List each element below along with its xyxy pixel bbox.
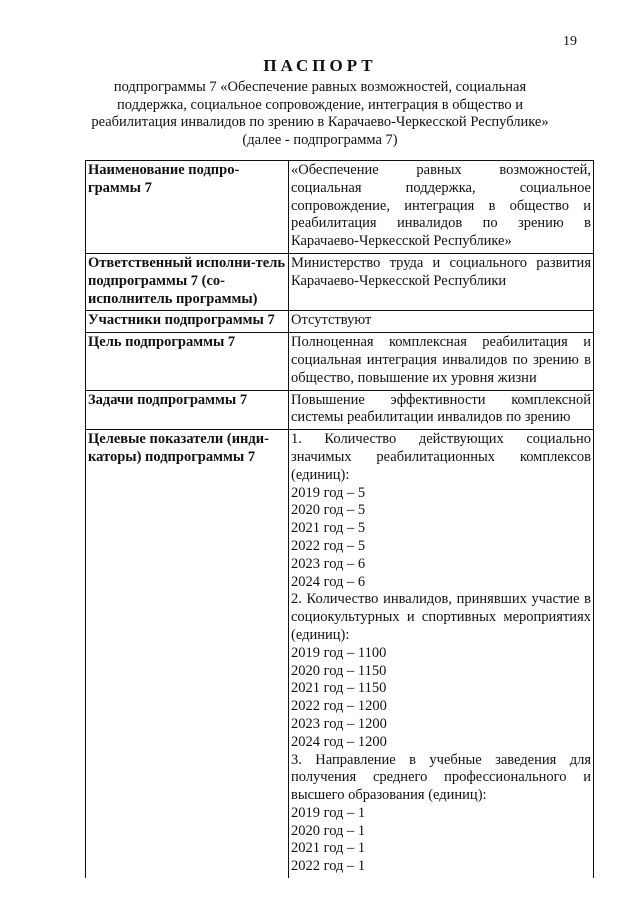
row-label-indicators: Целевые показатели (инди-каторы) подпрограммы 7 [86, 430, 289, 878]
row-value-indicators [289, 430, 594, 878]
row-label-goal: Цель подпрограммы 7 [86, 333, 289, 390]
subtitle-line: поддержка, социальное сопровождение, интеграция в общество и [117, 96, 523, 113]
row-value-executor: Министерство труда и социального развития Карачаево-Черкесской Республики [289, 253, 594, 310]
indicator-heading: 1. Количество действующих социально значимых реабилитационных комплексов (единиц): [291, 431, 591, 483]
indicator-year: 2022 год – 5 [291, 537, 366, 554]
indicator-year: 2021 год – 5 [291, 520, 366, 537]
row-value-tasks: Повышение эффективности комплексной системы реабилитации инвалидов по зрению [289, 390, 594, 430]
indicator-year: 2020 год – 1150 [291, 662, 387, 679]
table-row [86, 311, 594, 333]
subtitle-line: подпрограммы 7 «Обеспечение равных возможностей, социальная [113, 79, 527, 95]
indicator-year: 2019 год – 1100 [291, 644, 387, 661]
indicator-year: 2019 год – 5 [291, 484, 366, 501]
table-row [86, 430, 594, 878]
document-subtitle [70, 79, 570, 149]
indicator-heading: 2. Количество инвалидов, принявших участие в социокультурных и спортивных мероприятиях (единиц): [291, 591, 591, 643]
table-row [86, 253, 594, 310]
indicator-year: 2024 год – 6 [291, 573, 366, 590]
indicator-year: 2021 год – 1 [291, 840, 366, 857]
document-title: ПАСПОРТ [263, 56, 377, 75]
row-label-name: Наименование подпро-граммы 7 [86, 161, 289, 254]
subtitle-line: (далее - подпрограмма 7) [242, 131, 398, 148]
indicator-year: 2019 год – 1 [291, 804, 366, 821]
row-value-goal: Полноценная комплексная реабилитация и социальная интеграция инвалидов по зрению в общество, повышение их уровня жизни [289, 333, 594, 390]
indicator-year: 2023 год – 6 [291, 555, 366, 572]
page-number: 19 [563, 34, 577, 49]
row-value-name: «Обеспечение равных возможностей, социальная поддержка, социальное сопровождение, интеграция в общество и реабилитация инвалидов по зрению в Карачаево-Черкесской Республике» [289, 161, 594, 254]
indicator-year: 2022 год – 1 [291, 858, 366, 875]
indicator-year: 2020 год – 5 [291, 502, 366, 519]
indicator-year: 2020 год – 1 [291, 822, 366, 839]
row-value-participants: Отсутствуют [289, 311, 594, 333]
indicator-year: 2024 год – 1200 [291, 733, 387, 750]
indicator-year: 2023 год – 1200 [291, 715, 387, 732]
table-row [86, 161, 594, 254]
passport-table [85, 160, 594, 878]
table-row [86, 333, 594, 390]
row-label-executor: Ответственный исполни-тель подпрограммы 7 (со-исполнитель программы) [86, 253, 289, 310]
row-label-participants: Участники подпрограммы 7 [86, 311, 289, 333]
row-label-tasks: Задачи подпрограммы 7 [86, 390, 289, 430]
indicator-heading: 3. Направление в учебные заведения для получения среднего профессионального и высшего образования (единиц): [291, 751, 591, 804]
table-row [86, 390, 594, 430]
subtitle-line: реабилитация инвалидов по зрению в Карачаево-Черкесской Республике» [91, 114, 549, 130]
indicator-year: 2022 год – 1200 [291, 698, 387, 715]
indicator-year: 2021 год – 1150 [291, 680, 387, 697]
